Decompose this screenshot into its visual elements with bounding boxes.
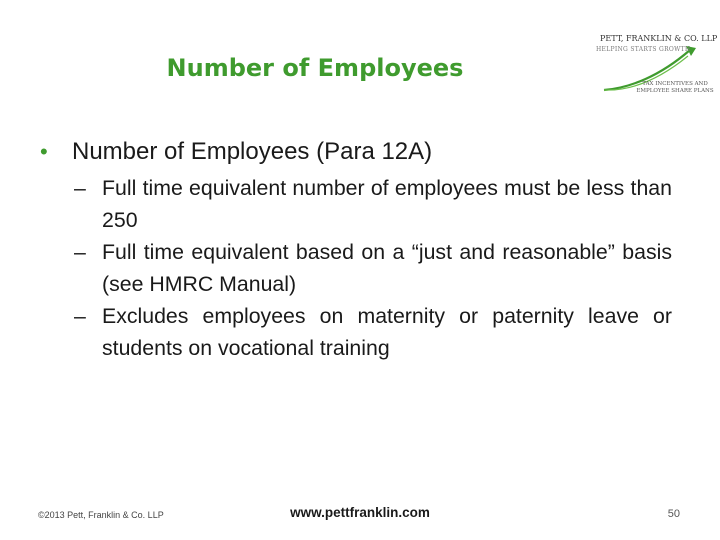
sub-bullet-item	[40, 172, 672, 236]
sub-bullet-text: Excludes employees on maternity or paternity leave or students on vocational training	[102, 304, 672, 360]
dash-icon: –	[74, 176, 86, 200]
dash-icon: –	[74, 304, 86, 328]
sub-bullet-list	[40, 172, 672, 364]
sub-bullet-text: Full time equivalent based on a “just and reasonable” basis (see HMRC Manual)	[102, 240, 672, 296]
bullet-dot-icon: •	[40, 139, 48, 164]
company-logo	[590, 32, 718, 102]
footer-copyright: ©2013 Pett, Franklin & Co. LLP	[38, 510, 164, 520]
slide-body	[40, 132, 672, 364]
logo-subline	[635, 81, 715, 95]
bullet-item	[40, 132, 672, 172]
logo-subline-2: EMPLOYEE SHARE PLANS	[636, 88, 714, 94]
sub-bullet-item	[40, 300, 672, 364]
logo-tagline: HELPING STARTS GROWTH	[596, 46, 691, 53]
bullet-text: Number of Employees (Para 12A)	[72, 138, 433, 165]
sub-bullet-text: Full time equivalent number of employees must be less than 250	[102, 176, 672, 232]
dash-icon: –	[74, 240, 86, 264]
page-number: 50	[667, 508, 680, 520]
logo-company-name: PETT, FRANKLIN & CO. LLP	[600, 34, 718, 43]
footer-website-link[interactable]: www.pettfranklin.com	[290, 505, 430, 520]
logo-subline-1: TAX INCENTIVES AND	[642, 81, 708, 87]
slide-title: Number of Employees	[166, 54, 464, 82]
sub-bullet-item	[40, 236, 672, 300]
